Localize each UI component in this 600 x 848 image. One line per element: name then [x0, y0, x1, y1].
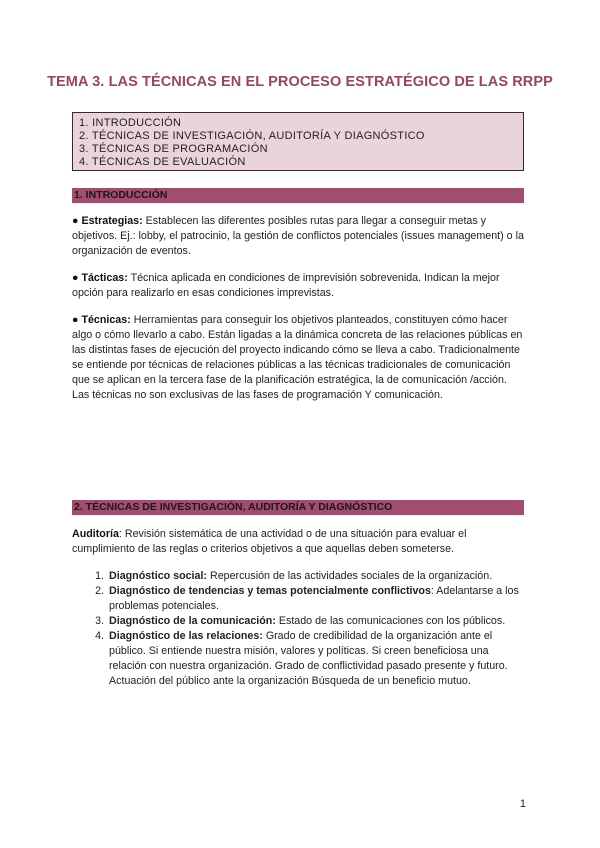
- section-heading-introduccion: 1. INTRODUCCIÓN: [72, 188, 524, 203]
- bullet-icon: ●: [72, 314, 79, 326]
- section-heading-investigacion: 2. TÉCNICAS DE INVESTIGACIÓN, AUDITORÍA Y DIAGNÓSTICO: [72, 500, 524, 515]
- list-item: 4. Diagnóstico de las relaciones: Grado de credibilidad de la organización ante el público. Si entiende nuestra misión, valores y políticas. Si creen beneficiosa una relación con nuestra organización. Grado de conflictividad pasado presente y futuro. Actuación del público ante la organización Búsqueda de un beneficio mutuo.: [107, 629, 527, 689]
- list-item: 3. Diagnóstico de la comunicación: Estado de las comunicaciones con los públicos.: [107, 614, 527, 629]
- page-number: 1: [519, 798, 526, 810]
- bullet-icon: ●: [72, 215, 79, 227]
- term-label: Tácticas:: [81, 272, 128, 284]
- list-item: 1. Diagnóstico social: Repercusión de las actividades sociales de la organización.: [107, 569, 527, 584]
- toc-item: 3. TÉCNICAS DE PROGRAMACIÓN: [79, 143, 268, 155]
- term-text: Técnica aplicada en condiciones de imprevisión sobrevenida. Indican la mejor opción para realizarlo en esas condiciones imprevistas.: [72, 272, 500, 299]
- term-label: Estrategias:: [81, 215, 143, 227]
- term-text: Establecen las diferentes posibles rutas para llegar a conseguir metas y objetivos. Ej.: lobby, el patrocinio, la gestión de conflictos potenciales (issues management) o la organización de eventos.: [72, 215, 524, 257]
- document-title: TEMA 3. LAS TÉCNICAS EN EL PROCESO ESTRATÉGICO DE LAS RRPP: [47, 74, 553, 90]
- term-text: Herramientas para conseguir los objetivos planteados, constituyen cómo hacer algo o cómo llevarlo a cabo. Están ligadas a la dinámica concreta de las relaciones públicas en las distintas fases de ejecución del proyecto indicando cómo se lleva a cabo. Tradicionalmente se entiende por técnicas de relaciones públicas a las técnicas tradicionales de comunicación que se aplican en la tercera fase de la planificación estratégica, la de comunicación /acción. Las técnicas no son exclusivas de las fases de programación Y comunicación.: [72, 314, 523, 401]
- list-item: 2. Diagnóstico de tendencias y temas potencialmente conflictivos: Adelantarse a los problemas potenciales.: [107, 584, 527, 614]
- term-label: Auditoría: [72, 528, 119, 540]
- toc-item: 1. INTRODUCCIÓN: [79, 117, 182, 129]
- term-label: Técnicas:: [81, 314, 131, 326]
- diagnostic-list: [72, 569, 527, 689]
- paragraph-auditoria: [72, 527, 527, 557]
- table-of-contents: [72, 112, 524, 171]
- paragraph-estrategias: [72, 214, 527, 259]
- paragraph-tacticas: [72, 271, 527, 301]
- term-text: : Revisión sistemática de una actividad o de una situación para evaluar el cumplimiento de las reglas o criterios objetivos a que aquellas deben someterse.: [72, 528, 467, 555]
- toc-item: 4. TÉCNICAS DE EVALUACIÓN: [79, 156, 246, 168]
- paragraph-tecnicas: [72, 313, 527, 403]
- bullet-icon: ●: [72, 272, 79, 284]
- toc-item: 2. TÉCNICAS DE INVESTIGACIÓN, AUDITORÍA Y DIAGNÓSTICO: [79, 130, 425, 142]
